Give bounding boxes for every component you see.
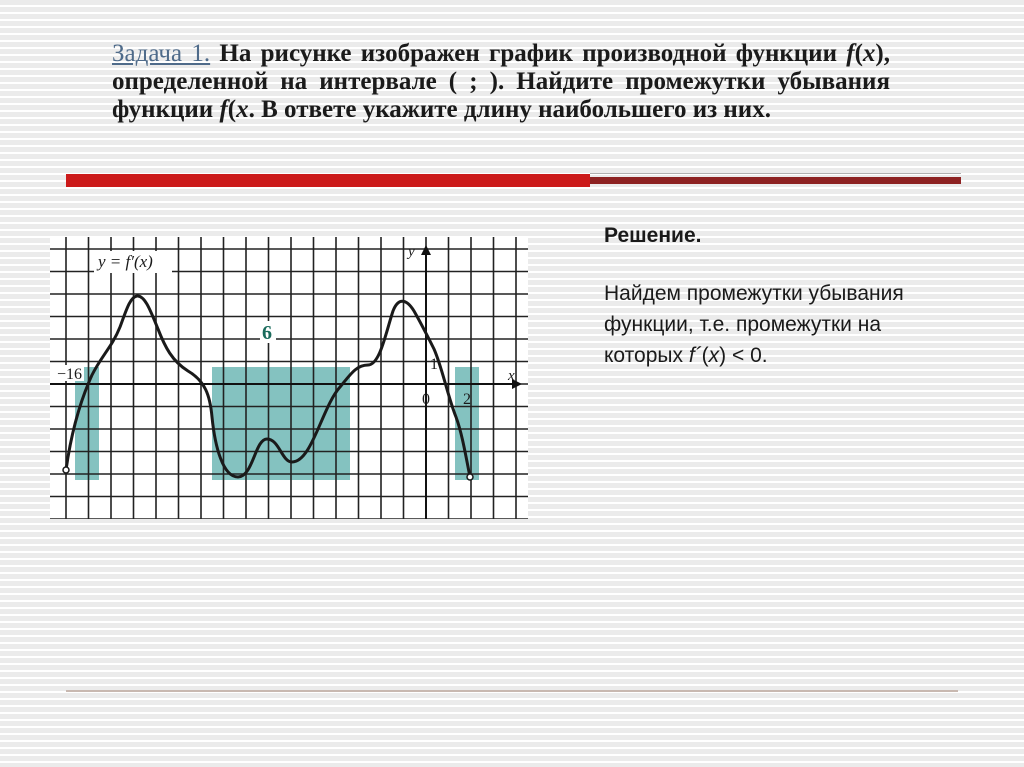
- task-var-x-2: x: [236, 96, 249, 123]
- derivative-graph: [50, 237, 528, 519]
- task-lparen: (: [854, 40, 863, 67]
- solution-title: Решение.: [604, 224, 702, 247]
- y-axis-arrow: [421, 245, 431, 255]
- y-axis-label: y: [408, 244, 415, 260]
- title-divider-red: [66, 174, 590, 187]
- solution-text: [604, 278, 964, 371]
- tick-label-one: 1: [430, 356, 438, 373]
- title-divider-dark: [590, 177, 961, 184]
- interval-length-label: 6: [262, 322, 272, 344]
- task-label: Задача 1.: [112, 40, 211, 67]
- task-statement: [112, 40, 890, 124]
- task-func-f-2: f: [219, 96, 228, 123]
- task-text-part3: . В ответе укажите длину наибольшего из них.: [248, 96, 771, 123]
- curve-open-endpoint-right: [467, 474, 473, 480]
- task-lparen-2: (: [227, 96, 237, 123]
- solution-var-x: x: [708, 344, 720, 367]
- solution-text-part2: ) < 0.: [719, 344, 768, 367]
- solution-fprime: f´: [688, 344, 702, 367]
- tick-label-zero: 0: [422, 391, 430, 408]
- x-axis-label: x: [508, 368, 515, 384]
- title-divider-thin: [590, 173, 961, 174]
- task-text-part1: На рисунке изображен график производной функции: [210, 40, 847, 67]
- curve-open-endpoint-left: [63, 467, 69, 473]
- task-text-part2: ), определенной на интервале ( ; ). Найдите промежутки убывания функции: [112, 40, 890, 123]
- curve-label: y = f′(x): [98, 252, 153, 271]
- tick-label-neg16: −16: [57, 366, 83, 383]
- footer-divider: [66, 690, 958, 692]
- task-var-x: x: [862, 40, 876, 67]
- solution-lparen: (: [701, 344, 709, 367]
- solution-text-part1: Найдем промежутки убывания функции, т.е. промежутки на которых: [604, 282, 904, 367]
- derivative-graph-panel: [50, 237, 528, 519]
- tick-label-two: 2: [463, 391, 471, 408]
- task-func-f: f: [846, 40, 855, 67]
